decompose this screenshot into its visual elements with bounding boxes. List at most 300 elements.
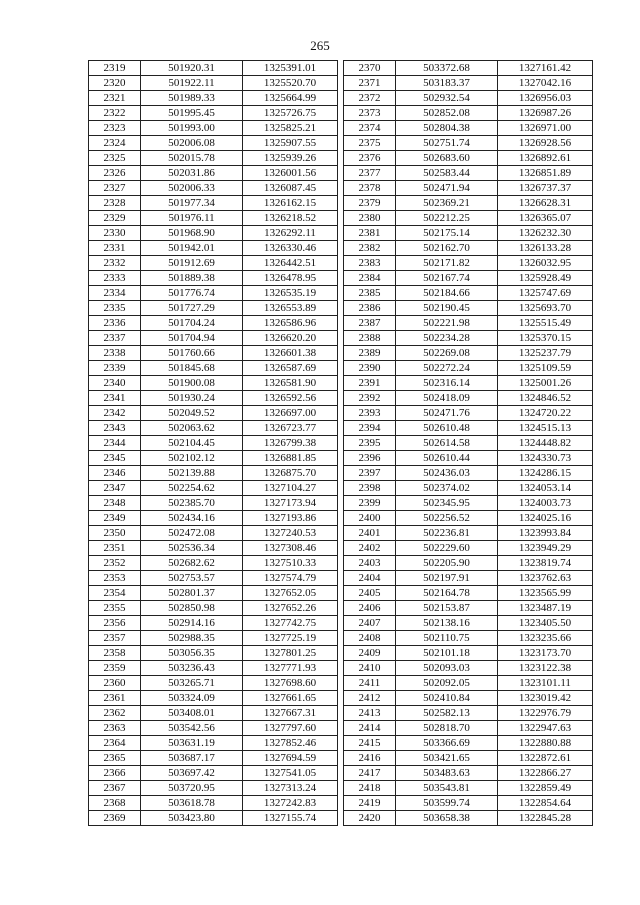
point-number-cell: 2354 bbox=[89, 586, 141, 601]
table-row bbox=[344, 166, 593, 181]
point-number-cell: 2414 bbox=[344, 721, 396, 736]
table-row bbox=[344, 121, 593, 136]
x-coordinate-cell: 502610.44 bbox=[396, 451, 498, 466]
y-coordinate-cell: 1322866.27 bbox=[498, 766, 593, 781]
point-number-cell: 2419 bbox=[344, 796, 396, 811]
point-number-cell: 2359 bbox=[89, 661, 141, 676]
y-coordinate-cell: 1324286.15 bbox=[498, 466, 593, 481]
y-coordinate-cell: 1327240.53 bbox=[243, 526, 338, 541]
x-coordinate-cell: 502369.21 bbox=[396, 196, 498, 211]
x-coordinate-cell: 503236.43 bbox=[141, 661, 243, 676]
point-number-cell: 2330 bbox=[89, 226, 141, 241]
y-coordinate-cell: 1323762.63 bbox=[498, 571, 593, 586]
x-coordinate-cell: 502049.52 bbox=[141, 406, 243, 421]
y-coordinate-cell: 1325109.59 bbox=[498, 361, 593, 376]
table-row bbox=[89, 526, 338, 541]
x-coordinate-cell: 502914.16 bbox=[141, 616, 243, 631]
y-coordinate-cell: 1326162.15 bbox=[243, 196, 338, 211]
table-row bbox=[89, 391, 338, 406]
point-number-cell: 2325 bbox=[89, 151, 141, 166]
table-row bbox=[344, 736, 593, 751]
point-number-cell: 2398 bbox=[344, 481, 396, 496]
y-coordinate-cell: 1325939.26 bbox=[243, 151, 338, 166]
x-coordinate-cell: 502410.84 bbox=[396, 691, 498, 706]
table-row bbox=[344, 391, 593, 406]
point-number-cell: 2402 bbox=[344, 541, 396, 556]
point-number-cell: 2385 bbox=[344, 286, 396, 301]
x-coordinate-cell: 501993.00 bbox=[141, 121, 243, 136]
x-coordinate-cell: 502269.08 bbox=[396, 346, 498, 361]
table-row bbox=[344, 481, 593, 496]
point-number-cell: 2412 bbox=[344, 691, 396, 706]
point-number-cell: 2406 bbox=[344, 601, 396, 616]
point-number-cell: 2364 bbox=[89, 736, 141, 751]
table-row bbox=[344, 196, 593, 211]
x-coordinate-cell: 501976.11 bbox=[141, 211, 243, 226]
y-coordinate-cell: 1326875.70 bbox=[243, 466, 338, 481]
y-coordinate-cell: 1322859.49 bbox=[498, 781, 593, 796]
y-coordinate-cell: 1327797.60 bbox=[243, 721, 338, 736]
y-coordinate-cell: 1323949.29 bbox=[498, 541, 593, 556]
y-coordinate-cell: 1326987.26 bbox=[498, 106, 593, 121]
x-coordinate-cell: 503408.01 bbox=[141, 706, 243, 721]
table-row bbox=[344, 661, 593, 676]
table-row bbox=[344, 766, 593, 781]
y-coordinate-cell: 1323819.74 bbox=[498, 556, 593, 571]
y-coordinate-cell: 1326232.30 bbox=[498, 226, 593, 241]
y-coordinate-cell: 1325515.49 bbox=[498, 316, 593, 331]
x-coordinate-cell: 503366.69 bbox=[396, 736, 498, 751]
table-row bbox=[344, 406, 593, 421]
y-coordinate-cell: 1326330.46 bbox=[243, 241, 338, 256]
point-number-cell: 2353 bbox=[89, 571, 141, 586]
x-coordinate-cell: 502753.57 bbox=[141, 571, 243, 586]
table-row bbox=[344, 211, 593, 226]
y-coordinate-cell: 1327308.46 bbox=[243, 541, 338, 556]
point-number-cell: 2401 bbox=[344, 526, 396, 541]
x-coordinate-cell: 501900.08 bbox=[141, 376, 243, 391]
y-coordinate-cell: 1325520.70 bbox=[243, 76, 338, 91]
point-number-cell: 2320 bbox=[89, 76, 141, 91]
point-number-cell: 2345 bbox=[89, 451, 141, 466]
table-row bbox=[344, 541, 593, 556]
table-row bbox=[344, 676, 593, 691]
table-row bbox=[344, 751, 593, 766]
table-row bbox=[344, 571, 593, 586]
table-row bbox=[344, 361, 593, 376]
y-coordinate-cell: 1325001.26 bbox=[498, 376, 593, 391]
table-row bbox=[344, 466, 593, 481]
y-coordinate-cell: 1326971.00 bbox=[498, 121, 593, 136]
table-row bbox=[89, 421, 338, 436]
x-coordinate-cell: 502472.08 bbox=[141, 526, 243, 541]
table-row bbox=[89, 646, 338, 661]
point-number-cell: 2358 bbox=[89, 646, 141, 661]
table-row bbox=[89, 751, 338, 766]
point-number-cell: 2377 bbox=[344, 166, 396, 181]
point-number-cell: 2339 bbox=[89, 361, 141, 376]
y-coordinate-cell: 1322976.79 bbox=[498, 706, 593, 721]
table-row bbox=[89, 706, 338, 721]
point-number-cell: 2360 bbox=[89, 676, 141, 691]
point-number-cell: 2373 bbox=[344, 106, 396, 121]
table-row bbox=[344, 616, 593, 631]
y-coordinate-cell: 1326628.31 bbox=[498, 196, 593, 211]
x-coordinate-cell: 501920.31 bbox=[141, 61, 243, 76]
table-row bbox=[89, 796, 338, 811]
point-number-cell: 2369 bbox=[89, 811, 141, 826]
y-coordinate-cell: 1327852.46 bbox=[243, 736, 338, 751]
x-coordinate-cell: 503265.71 bbox=[141, 676, 243, 691]
x-coordinate-cell: 502932.54 bbox=[396, 91, 498, 106]
x-coordinate-cell: 502804.38 bbox=[396, 121, 498, 136]
x-coordinate-cell: 501704.94 bbox=[141, 331, 243, 346]
x-coordinate-cell: 502614.58 bbox=[396, 436, 498, 451]
point-number-cell: 2389 bbox=[344, 346, 396, 361]
y-coordinate-cell: 1325907.55 bbox=[243, 136, 338, 151]
table-row bbox=[89, 181, 338, 196]
x-coordinate-cell: 501760.66 bbox=[141, 346, 243, 361]
point-number-cell: 2407 bbox=[344, 616, 396, 631]
x-coordinate-cell: 501989.33 bbox=[141, 91, 243, 106]
y-coordinate-cell: 1326620.20 bbox=[243, 331, 338, 346]
table-row bbox=[89, 811, 338, 826]
table-row bbox=[89, 406, 338, 421]
table-row bbox=[89, 571, 338, 586]
point-number-cell: 2415 bbox=[344, 736, 396, 751]
x-coordinate-cell: 503631.19 bbox=[141, 736, 243, 751]
x-coordinate-cell: 502221.98 bbox=[396, 316, 498, 331]
table-row bbox=[89, 301, 338, 316]
point-number-cell: 2348 bbox=[89, 496, 141, 511]
x-coordinate-cell: 501977.34 bbox=[141, 196, 243, 211]
point-number-cell: 2392 bbox=[344, 391, 396, 406]
table-row bbox=[89, 136, 338, 151]
table-row bbox=[344, 346, 593, 361]
coordinates-table-left bbox=[88, 60, 338, 826]
y-coordinate-cell: 1323019.42 bbox=[498, 691, 593, 706]
table-row bbox=[344, 376, 593, 391]
x-coordinate-cell: 502139.88 bbox=[141, 466, 243, 481]
x-coordinate-cell: 503056.35 bbox=[141, 646, 243, 661]
point-number-cell: 2321 bbox=[89, 91, 141, 106]
x-coordinate-cell: 502434.16 bbox=[141, 511, 243, 526]
x-coordinate-cell: 502316.14 bbox=[396, 376, 498, 391]
x-coordinate-cell: 502190.45 bbox=[396, 301, 498, 316]
point-number-cell: 2375 bbox=[344, 136, 396, 151]
x-coordinate-cell: 502175.14 bbox=[396, 226, 498, 241]
point-number-cell: 2333 bbox=[89, 271, 141, 286]
table-row bbox=[344, 691, 593, 706]
point-number-cell: 2351 bbox=[89, 541, 141, 556]
table-row bbox=[89, 676, 338, 691]
y-coordinate-cell: 1323993.84 bbox=[498, 526, 593, 541]
point-number-cell: 2394 bbox=[344, 421, 396, 436]
x-coordinate-cell: 502236.81 bbox=[396, 526, 498, 541]
point-number-cell: 2405 bbox=[344, 586, 396, 601]
y-coordinate-cell: 1326592.56 bbox=[243, 391, 338, 406]
table-row bbox=[344, 811, 593, 826]
point-number-cell: 2366 bbox=[89, 766, 141, 781]
x-coordinate-cell: 502006.08 bbox=[141, 136, 243, 151]
x-coordinate-cell: 503618.78 bbox=[141, 796, 243, 811]
table-row bbox=[89, 541, 338, 556]
x-coordinate-cell: 503543.81 bbox=[396, 781, 498, 796]
x-coordinate-cell: 503483.63 bbox=[396, 766, 498, 781]
y-coordinate-cell: 1323101.11 bbox=[498, 676, 593, 691]
point-number-cell: 2347 bbox=[89, 481, 141, 496]
point-number-cell: 2344 bbox=[89, 436, 141, 451]
table-row bbox=[344, 721, 593, 736]
table-row bbox=[89, 631, 338, 646]
x-coordinate-cell: 501995.45 bbox=[141, 106, 243, 121]
y-coordinate-cell: 1327801.25 bbox=[243, 646, 338, 661]
x-coordinate-cell: 501922.11 bbox=[141, 76, 243, 91]
point-number-cell: 2342 bbox=[89, 406, 141, 421]
point-number-cell: 2378 bbox=[344, 181, 396, 196]
y-coordinate-cell: 1324330.73 bbox=[498, 451, 593, 466]
y-coordinate-cell: 1325370.15 bbox=[498, 331, 593, 346]
y-coordinate-cell: 1327155.74 bbox=[243, 811, 338, 826]
x-coordinate-cell: 502751.74 bbox=[396, 136, 498, 151]
table-row bbox=[344, 286, 593, 301]
x-coordinate-cell: 502101.18 bbox=[396, 646, 498, 661]
point-number-cell: 2327 bbox=[89, 181, 141, 196]
point-number-cell: 2356 bbox=[89, 616, 141, 631]
y-coordinate-cell: 1325664.99 bbox=[243, 91, 338, 106]
y-coordinate-cell: 1327173.94 bbox=[243, 496, 338, 511]
table-row bbox=[344, 151, 593, 166]
table-row bbox=[344, 496, 593, 511]
y-coordinate-cell: 1326881.85 bbox=[243, 451, 338, 466]
x-coordinate-cell: 503324.09 bbox=[141, 691, 243, 706]
y-coordinate-cell: 1326001.56 bbox=[243, 166, 338, 181]
y-coordinate-cell: 1327161.42 bbox=[498, 61, 593, 76]
table-row bbox=[344, 241, 593, 256]
table-row bbox=[89, 451, 338, 466]
x-coordinate-cell: 502006.33 bbox=[141, 181, 243, 196]
point-number-cell: 2386 bbox=[344, 301, 396, 316]
x-coordinate-cell: 503658.38 bbox=[396, 811, 498, 826]
point-number-cell: 2403 bbox=[344, 556, 396, 571]
point-number-cell: 2350 bbox=[89, 526, 141, 541]
point-number-cell: 2365 bbox=[89, 751, 141, 766]
point-number-cell: 2400 bbox=[344, 511, 396, 526]
table-row bbox=[89, 346, 338, 361]
x-coordinate-cell: 502197.91 bbox=[396, 571, 498, 586]
y-coordinate-cell: 1327193.86 bbox=[243, 511, 338, 526]
point-number-cell: 2374 bbox=[344, 121, 396, 136]
y-coordinate-cell: 1326218.52 bbox=[243, 211, 338, 226]
x-coordinate-cell: 502164.78 bbox=[396, 586, 498, 601]
point-number-cell: 2346 bbox=[89, 466, 141, 481]
point-number-cell: 2338 bbox=[89, 346, 141, 361]
table-row bbox=[89, 151, 338, 166]
x-coordinate-cell: 502104.45 bbox=[141, 436, 243, 451]
x-coordinate-cell: 502212.25 bbox=[396, 211, 498, 226]
table-row bbox=[344, 511, 593, 526]
point-number-cell: 2362 bbox=[89, 706, 141, 721]
table-row bbox=[89, 76, 338, 91]
point-number-cell: 2408 bbox=[344, 631, 396, 646]
y-coordinate-cell: 1326087.45 bbox=[243, 181, 338, 196]
x-coordinate-cell: 502683.60 bbox=[396, 151, 498, 166]
x-coordinate-cell: 503183.37 bbox=[396, 76, 498, 91]
y-coordinate-cell: 1326365.07 bbox=[498, 211, 593, 226]
point-number-cell: 2380 bbox=[344, 211, 396, 226]
point-number-cell: 2361 bbox=[89, 691, 141, 706]
y-coordinate-cell: 1327510.33 bbox=[243, 556, 338, 571]
y-coordinate-cell: 1326697.00 bbox=[243, 406, 338, 421]
point-number-cell: 2379 bbox=[344, 196, 396, 211]
point-number-cell: 2336 bbox=[89, 316, 141, 331]
table-row bbox=[89, 316, 338, 331]
point-number-cell: 2411 bbox=[344, 676, 396, 691]
point-number-cell: 2337 bbox=[89, 331, 141, 346]
y-coordinate-cell: 1324053.14 bbox=[498, 481, 593, 496]
table-row bbox=[89, 466, 338, 481]
page-number: 265 bbox=[310, 38, 330, 53]
point-number-cell: 2329 bbox=[89, 211, 141, 226]
point-number-cell: 2355 bbox=[89, 601, 141, 616]
x-coordinate-cell: 503599.74 bbox=[396, 796, 498, 811]
x-coordinate-cell: 502418.09 bbox=[396, 391, 498, 406]
table-row bbox=[89, 736, 338, 751]
y-coordinate-cell: 1326478.95 bbox=[243, 271, 338, 286]
table-row bbox=[89, 271, 338, 286]
point-number-cell: 2341 bbox=[89, 391, 141, 406]
table-row bbox=[89, 61, 338, 76]
point-number-cell: 2349 bbox=[89, 511, 141, 526]
table-row bbox=[89, 781, 338, 796]
table-row bbox=[89, 496, 338, 511]
point-number-cell: 2334 bbox=[89, 286, 141, 301]
table-row bbox=[344, 451, 593, 466]
y-coordinate-cell: 1327541.05 bbox=[243, 766, 338, 781]
x-coordinate-cell: 502138.16 bbox=[396, 616, 498, 631]
x-coordinate-cell: 502374.02 bbox=[396, 481, 498, 496]
y-coordinate-cell: 1323565.99 bbox=[498, 586, 593, 601]
table-row bbox=[344, 796, 593, 811]
point-number-cell: 2410 bbox=[344, 661, 396, 676]
table-row bbox=[89, 166, 338, 181]
y-coordinate-cell: 1324515.13 bbox=[498, 421, 593, 436]
table-row bbox=[89, 91, 338, 106]
x-coordinate-cell: 502205.90 bbox=[396, 556, 498, 571]
point-number-cell: 2384 bbox=[344, 271, 396, 286]
table-row bbox=[344, 631, 593, 646]
table-row bbox=[344, 316, 593, 331]
y-coordinate-cell: 1325693.70 bbox=[498, 301, 593, 316]
y-coordinate-cell: 1323122.38 bbox=[498, 661, 593, 676]
table-row bbox=[89, 331, 338, 346]
point-number-cell: 2322 bbox=[89, 106, 141, 121]
x-coordinate-cell: 502184.66 bbox=[396, 286, 498, 301]
y-coordinate-cell: 1326292.11 bbox=[243, 226, 338, 241]
point-number-cell: 2397 bbox=[344, 466, 396, 481]
table-row bbox=[89, 361, 338, 376]
x-coordinate-cell: 502852.08 bbox=[396, 106, 498, 121]
table-row bbox=[89, 616, 338, 631]
y-coordinate-cell: 1326799.38 bbox=[243, 436, 338, 451]
y-coordinate-cell: 1327652.05 bbox=[243, 586, 338, 601]
y-coordinate-cell: 1325825.21 bbox=[243, 121, 338, 136]
x-coordinate-cell: 501942.01 bbox=[141, 241, 243, 256]
table-row bbox=[89, 286, 338, 301]
point-number-cell: 2399 bbox=[344, 496, 396, 511]
table-row bbox=[344, 256, 593, 271]
y-coordinate-cell: 1326737.37 bbox=[498, 181, 593, 196]
y-coordinate-cell: 1327042.16 bbox=[498, 76, 593, 91]
point-number-cell: 2391 bbox=[344, 376, 396, 391]
x-coordinate-cell: 502850.98 bbox=[141, 601, 243, 616]
coordinates-table-right bbox=[343, 60, 593, 826]
table-row bbox=[344, 271, 593, 286]
y-coordinate-cell: 1326587.69 bbox=[243, 361, 338, 376]
x-coordinate-cell: 502682.62 bbox=[141, 556, 243, 571]
x-coordinate-cell: 502153.87 bbox=[396, 601, 498, 616]
point-number-cell: 2418 bbox=[344, 781, 396, 796]
x-coordinate-cell: 502031.86 bbox=[141, 166, 243, 181]
point-number-cell: 2395 bbox=[344, 436, 396, 451]
table-row bbox=[344, 556, 593, 571]
y-coordinate-cell: 1324003.73 bbox=[498, 496, 593, 511]
table-row bbox=[89, 376, 338, 391]
x-coordinate-cell: 502471.94 bbox=[396, 181, 498, 196]
table-row bbox=[344, 61, 593, 76]
x-coordinate-cell: 502234.28 bbox=[396, 331, 498, 346]
point-number-cell: 2332 bbox=[89, 256, 141, 271]
y-coordinate-cell: 1326956.03 bbox=[498, 91, 593, 106]
y-coordinate-cell: 1327652.26 bbox=[243, 601, 338, 616]
y-coordinate-cell: 1325237.79 bbox=[498, 346, 593, 361]
table-row bbox=[344, 76, 593, 91]
y-coordinate-cell: 1326928.56 bbox=[498, 136, 593, 151]
table-row bbox=[89, 601, 338, 616]
y-coordinate-cell: 1327661.65 bbox=[243, 691, 338, 706]
point-number-cell: 2326 bbox=[89, 166, 141, 181]
y-coordinate-cell: 1325391.01 bbox=[243, 61, 338, 76]
y-coordinate-cell: 1327742.75 bbox=[243, 616, 338, 631]
table-row bbox=[344, 646, 593, 661]
y-coordinate-cell: 1322947.63 bbox=[498, 721, 593, 736]
table-row bbox=[344, 781, 593, 796]
y-coordinate-cell: 1324025.16 bbox=[498, 511, 593, 526]
x-coordinate-cell: 503423.80 bbox=[141, 811, 243, 826]
table-row bbox=[89, 241, 338, 256]
x-coordinate-cell: 502583.44 bbox=[396, 166, 498, 181]
point-number-cell: 2383 bbox=[344, 256, 396, 271]
x-coordinate-cell: 502536.34 bbox=[141, 541, 243, 556]
x-coordinate-cell: 502171.82 bbox=[396, 256, 498, 271]
x-coordinate-cell: 502988.35 bbox=[141, 631, 243, 646]
table-row bbox=[344, 706, 593, 721]
x-coordinate-cell: 502818.70 bbox=[396, 721, 498, 736]
y-coordinate-cell: 1322854.64 bbox=[498, 796, 593, 811]
x-coordinate-cell: 502093.03 bbox=[396, 661, 498, 676]
point-number-cell: 2376 bbox=[344, 151, 396, 166]
x-coordinate-cell: 503687.17 bbox=[141, 751, 243, 766]
x-coordinate-cell: 501776.74 bbox=[141, 286, 243, 301]
table-row bbox=[89, 556, 338, 571]
point-number-cell: 2328 bbox=[89, 196, 141, 211]
x-coordinate-cell: 502345.95 bbox=[396, 496, 498, 511]
point-number-cell: 2368 bbox=[89, 796, 141, 811]
y-coordinate-cell: 1327313.24 bbox=[243, 781, 338, 796]
y-coordinate-cell: 1327667.31 bbox=[243, 706, 338, 721]
point-number-cell: 2393 bbox=[344, 406, 396, 421]
y-coordinate-cell: 1324720.22 bbox=[498, 406, 593, 421]
